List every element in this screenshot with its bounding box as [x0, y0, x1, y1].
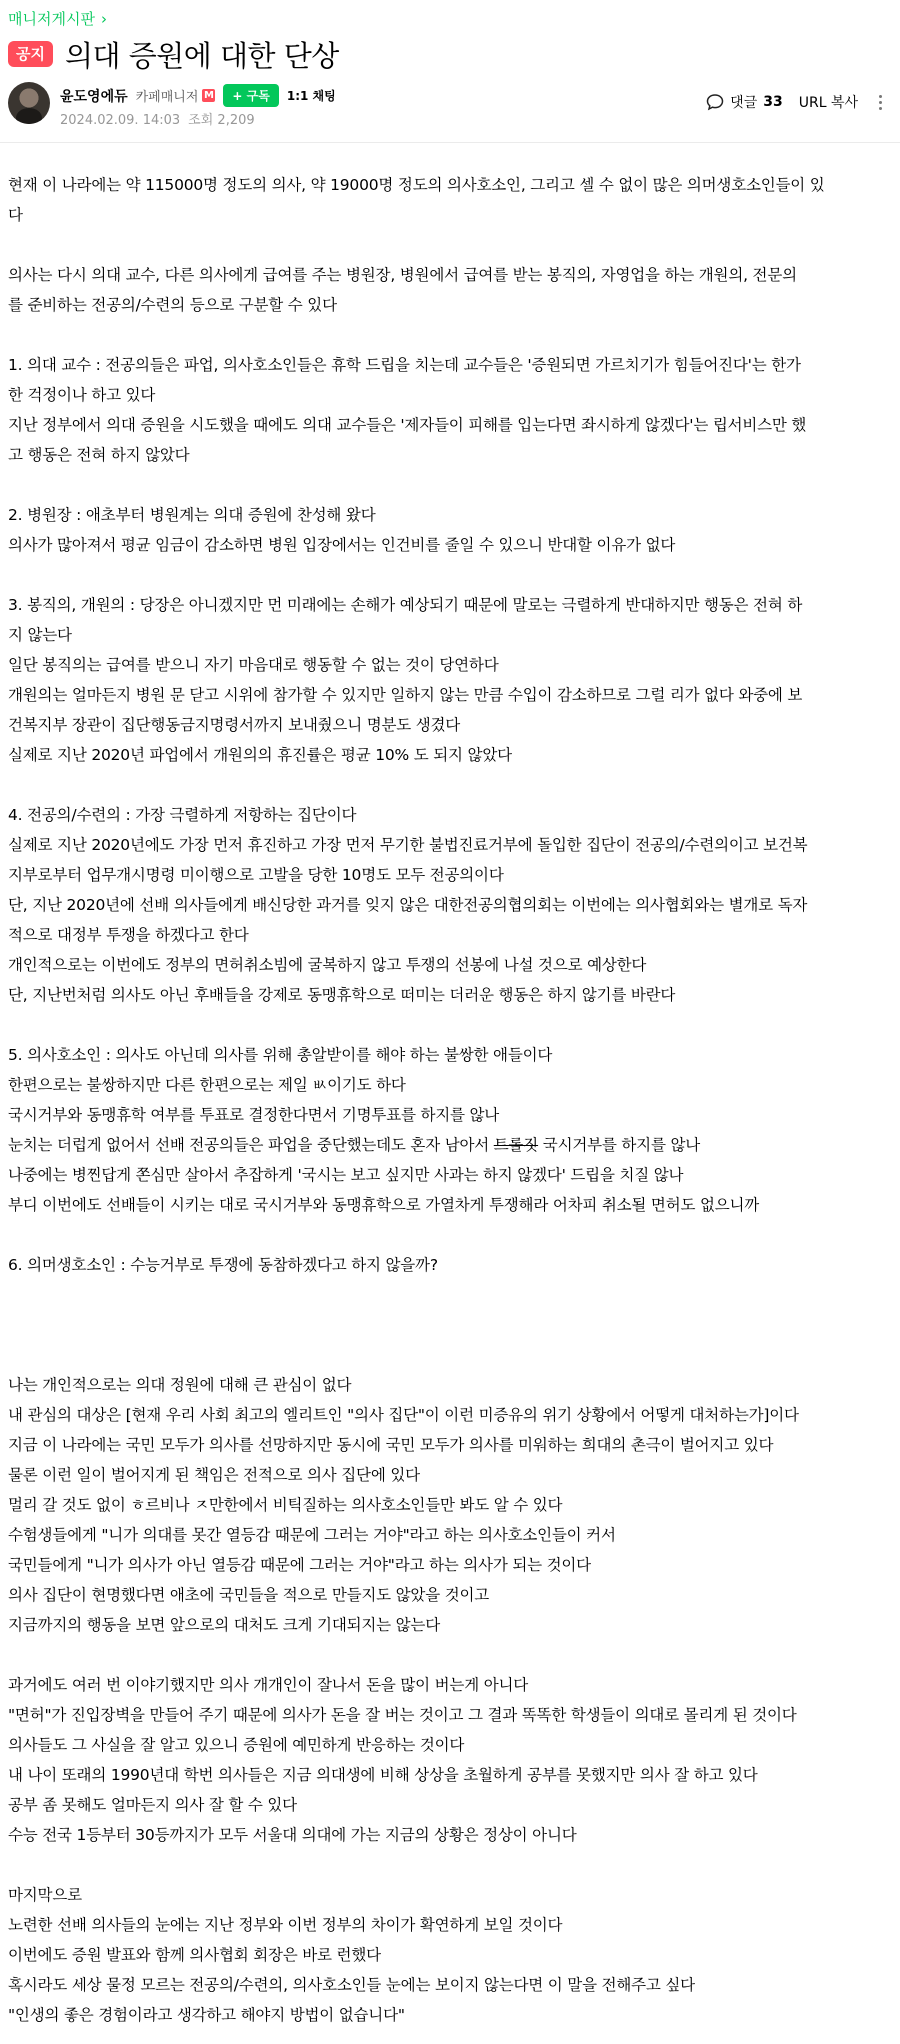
body-line: 단, 지난 2020년에 선배 의사들에게 배신당한 과거를 잊지 않은 대한전공의협의회는 이번에는 의사협회와는 별개로 독자 — [8, 896, 808, 914]
notice-badge: 공지 — [8, 41, 53, 67]
body-line: 노련한 선배 의사들의 눈에는 지난 정부와 이번 정부의 차이가 확연하게 보일 것이다 — [8, 1916, 563, 1934]
body-line: 실제로 지난 2020년에도 가장 먼저 휴진하고 가장 먼저 무기한 불법진료거부에 돌입한 집단이 전공의/수련의이고 보건복 — [8, 836, 808, 854]
body-line: 건복지부 장관이 집단행동금지명령서까지 보내줬으니 명분도 생겼다 — [8, 716, 461, 734]
header-divider — [0, 142, 900, 143]
body-line: 나는 개인적으로는 의대 정원에 대해 큰 관심이 없다 — [8, 1376, 352, 1394]
body-line: 의사들도 그 사실을 잘 알고 있으니 증원에 예민하게 반응하는 것이다 — [8, 1736, 465, 1754]
body-line: 눈치는 더럽게 없어서 선배 전공의들은 파업을 중단했는데도 혼자 남아서 트롤짓 국시거부를 하지를 않나 — [8, 1136, 700, 1154]
body-line: 지 않는다 — [8, 626, 72, 644]
body-line: 단, 지난번처럼 의사도 아닌 후배들을 강제로 동맹휴학으로 떠미는 더러운 행동은 하지 않기를 바란다 — [8, 986, 676, 1004]
body-line: 6. 의머생호소인 : 수능거부로 투쟁에 동참하겠다고 하지 않을까? — [8, 1256, 438, 1274]
post-meta — [60, 109, 255, 128]
blank-line — [8, 560, 894, 590]
body-line: 고 행동은 전혀 하지 않았다 — [8, 446, 190, 464]
body-line: 과거에도 여러 번 이야기했지만 의사 개개인이 잘나서 돈을 많이 버는게 아니다 — [8, 1676, 529, 1694]
post-body — [8, 170, 894, 2030]
body-line: 국시거부와 동맹휴학 여부를 투표로 결정한다면서 기명투표를 하지를 않나 — [8, 1106, 500, 1124]
comment-label[interactable]: 댓글 — [730, 95, 758, 111]
blank-line — [8, 1010, 894, 1040]
comment-button[interactable] — [706, 92, 783, 112]
body-line: 5. 의사호소인 : 의사도 아닌데 의사를 위해 총알받이를 해야 하는 불쌍한 애들이다 — [8, 1046, 553, 1064]
blank-line — [8, 320, 894, 350]
url-copy-button[interactable]: URL 복사 — [798, 95, 858, 111]
blank-line — [8, 1310, 894, 1340]
body-line: 이번에도 증원 발표와 함께 의사협회 회장은 바로 런했다 — [8, 1946, 381, 1964]
author-name[interactable]: 윤도영에듀 — [60, 88, 128, 105]
body-line: 1. 의대 교수 : 전공의들은 파업, 의사호소인들은 휴학 드립을 치는데 교수들은 '증원되면 가르치기가 힘들어진다'는 한가 — [8, 356, 801, 374]
body-line: 의사는 다시 의대 교수, 다른 의사에게 급여를 주는 병원장, 병원에서 급여를 받는 봉직의, 자영업을 하는 개원의, 전문의 — [8, 266, 797, 284]
blank-line — [8, 1220, 894, 1250]
body-line: "면허"가 진입장벽을 만들어 주기 때문에 의사가 돈을 잘 버는 것이고 그 결과 똑똑한 학생들이 의대로 몰리게 된 것이다 — [8, 1706, 797, 1724]
blank-line — [8, 230, 894, 260]
body-line: 다 — [8, 206, 23, 224]
board-breadcrumb-link[interactable] — [8, 8, 107, 29]
body-line: 개인적으로는 이번에도 정부의 면허취소빔에 굴복하지 않고 투쟁의 선봉에 나설 것으로 예상한다 — [8, 956, 647, 974]
body-line: 4. 전공의/수련의 : 가장 극렬하게 저항하는 집단이다 — [8, 806, 357, 824]
author-row — [8, 82, 892, 128]
body-line: 3. 봉직의, 개원의 : 당장은 아니겠지만 먼 미래에는 손해가 예상되기 때문에 말로는 극렬하게 반대하지만 행동은 전혀 하 — [8, 596, 803, 614]
body-line: 2. 병원장 : 애초부터 병원계는 의대 증원에 찬성해 왔다 — [8, 506, 376, 524]
body-line: 국민들에게 "니가 의사가 아닌 열등감 때문에 그러는 거야"라고 하는 의사가 되는 것이다 — [8, 1556, 591, 1574]
body-line: 실제로 지난 2020년 파업에서 개원의의 휴진률은 평균 10% 도 되지 않았다 — [8, 746, 512, 764]
body-line: 개원의는 얼마든지 병원 문 닫고 시위에 참가할 수 있지만 일하지 않는 만큼 수입이 감소하므로 그럴 리가 없다 와중에 보 — [8, 686, 803, 704]
body-line: 지금까지의 행동을 보면 앞으로의 대처도 크게 기대되지는 않는다 — [8, 1616, 440, 1634]
comment-icon — [706, 93, 724, 111]
body-line: 적으로 대정부 투쟁을 하겠다고 한다 — [8, 926, 249, 944]
body-line: 의사가 많아져서 평균 임금이 감소하면 병원 입장에서는 인건비를 줄일 수 있으니 반대할 이유가 없다 — [8, 536, 676, 554]
body-line: 일단 봉직의는 급여를 받으니 자기 마음대로 행동할 수 없는 것이 당연하다 — [8, 656, 499, 674]
title-row — [8, 36, 339, 72]
post-tools — [706, 92, 888, 112]
body-line: 공부 좀 못해도 얼마든지 의사 잘 할 수 있다 — [8, 1796, 297, 1814]
body-line: 멀리 갈 것도 없이 ㅎ르비나 ㅈ만한에서 비틱질하는 의사호소인들만 봐도 알 수 있다 — [8, 1496, 563, 1514]
comment-count[interactable]: 33 — [763, 94, 783, 110]
author-line — [60, 84, 336, 107]
one-on-one-chat-button[interactable]: 1:1 채팅 — [286, 89, 336, 103]
blank-line — [8, 1280, 894, 1310]
author-role: 카페매니저 — [135, 90, 199, 105]
view-count: 조회 2,209 — [188, 113, 255, 128]
body-line: 나중에는 병찐답게 쫀심만 살아서 추잡하게 '국시는 보고 싶지만 사과는 하지 않겠다' 드립을 치질 않나 — [8, 1166, 684, 1184]
body-line: 현재 이 나라에는 약 115000명 정도의 의사, 약 19000명 정도의 의사호소인, 그리고 셀 수 없이 많은 의머생호소인들이 있 — [8, 176, 825, 194]
body-line: 지금 이 나라에는 국민 모두가 의사를 선망하지만 동시에 국민 모두가 의사를 미워하는 희대의 촌극이 벌어지고 있다 — [8, 1436, 774, 1454]
avatar[interactable] — [8, 82, 50, 124]
body-line: 수험생들에게 "니가 의대를 못간 열등감 때문에 그러는 거야"라고 하는 의사호소인들이 커서 — [8, 1526, 616, 1544]
body-line: 물론 이런 일이 벌어지게 된 책임은 전적으로 의사 집단에 있다 — [8, 1466, 420, 1484]
body-line: 내 관심의 대상은 [현재 우리 사회 최고의 엘리트인 "의사 집단"이 이런 미증유의 위기 상황에서 어떻게 대처하는가]이다 — [8, 1406, 799, 1424]
blank-line — [8, 1640, 894, 1670]
post-title: 의대 증원에 대한 단상 — [64, 38, 339, 73]
body-line: "인생의 좋은 경험이라고 생각하고 해야지 방법이 없습니다" — [8, 2006, 405, 2024]
blank-line — [8, 1850, 894, 1880]
body-line: 한 걱정이나 하고 있다 — [8, 386, 156, 404]
body-line: 마지막으로 — [8, 1886, 82, 1904]
body-line: 혹시라도 세상 물정 모르는 전공의/수련의, 의사호소인들 눈에는 보이지 않는다면 이 말을 전해주고 싶다 — [8, 1976, 695, 1994]
board-name[interactable]: 매니저게시판 — [8, 10, 95, 28]
body-line: 를 준비하는 전공의/수련의 등으로 구분할 수 있다 — [8, 296, 337, 314]
more-options-icon[interactable] — [872, 95, 888, 110]
chevron-right-icon: › — [100, 10, 107, 28]
body-line: 내 나이 또래의 1990년대 학번 의사들은 지금 의대생에 비해 상상을 초월하게 공부를 못했지만 의사 잘 하고 있다 — [8, 1766, 758, 1784]
body-line: 지부로부터 업무개시명령 미이행으로 고발을 당한 10명도 모두 전공의이다 — [8, 866, 504, 884]
body-line: 의사 집단이 현명했다면 애초에 국민들을 적으로 만들지도 않았을 것이고 — [8, 1586, 490, 1604]
manager-badge-icon: M — [203, 90, 214, 101]
body-line: 부디 이번에도 선배들이 시키는 대로 국시거부와 동맹휴학으로 가열차게 투쟁해라 어차피 취소될 면허도 없으니까 — [8, 1196, 760, 1214]
blank-line — [8, 1340, 894, 1370]
body-line: 지난 정부에서 의대 증원을 시도했을 때에도 의대 교수들은 '제자들이 피해를 입는다면 좌시하게 않겠다'는 립서비스만 했 — [8, 416, 807, 434]
body-line: 수능 전국 1등부터 30등까지가 모두 서울대 의대에 가는 지금의 상황은 정상이 아니다 — [8, 1826, 577, 1844]
body-line: 한편으로는 불쌍하지만 다른 한편으로는 제일 ㅄ이기도 하다 — [8, 1076, 406, 1094]
blank-line — [8, 470, 894, 500]
blank-line — [8, 770, 894, 800]
subscribe-button[interactable]: + 구독 — [223, 84, 278, 107]
post-date: 2024.02.09. 14:03 — [60, 113, 181, 128]
